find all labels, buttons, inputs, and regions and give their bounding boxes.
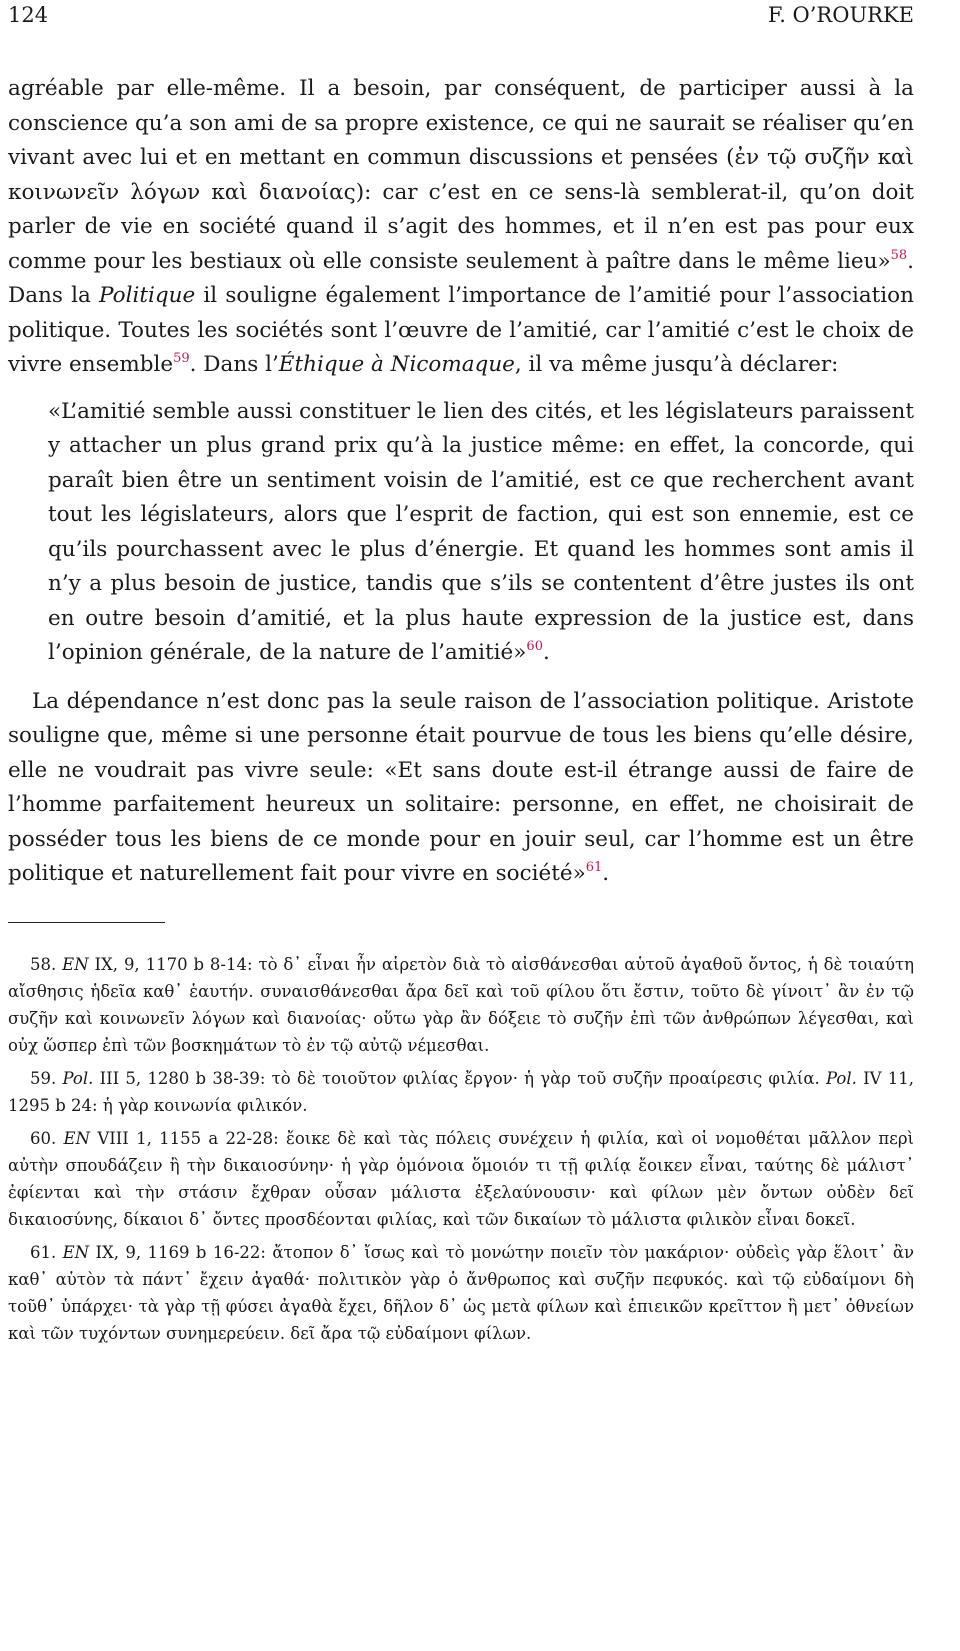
footnote-60 [8, 1125, 914, 1233]
paragraph-1-text-b: . Dans la [8, 248, 914, 308]
footnote-source: EN [62, 954, 89, 974]
title-politique: Politique [99, 283, 196, 308]
page-number: 124 [8, 3, 49, 27]
block-quote-end: . [542, 640, 550, 665]
footnote-ref-58[interactable]: 58 [890, 247, 908, 263]
title-ethique: Éthique à Nicomaque [278, 352, 515, 377]
footnote-text: IX, 9, 1170 b 8-14: τὸ δ᾽ εἶναι ἦν αἱρετὸν διὰ τὸ αἰσθάνεσθαι αὑτοῦ ἀγαθοῦ ὄντος, ἡ δὲ τοιαύτη αἴσθησις ἡδεῖα καθ᾽ ἑαυτήν. συναισθάνεσθαι ἄρα δεῖ καὶ τοῦ φίλου ὅτι ἔστιν, τοῦτο δὲ γίνοιτ᾽ ἂν ἐν τῷ συζῆν καὶ κοινωνεῖν λόγων καὶ διανοίας· οὕτω γὰρ ἂν δόξειε τὸ συζῆν ἐπὶ τῶν ἀνθρώπων λέγεσθαι, καὶ οὐχ ὥσπερ ἐπὶ τῶν βοσκημάτων τὸ ἐν τῷ αὐτῷ νέμεσθαι. [8, 954, 914, 1055]
footnote-text: VIII 1, 1155 a 22-28: ἔοικε δὲ καὶ τὰς πόλεις συνέχειν ἡ φιλία, καὶ οἱ νομοθέται μᾶλλον περὶ αὐτὴν σπουδάζειν ἢ τὴν δικαιοσύνην· ἡ γὰρ ὁμόνοια ὅμοιόν τι τῇ φιλίᾳ ἔοικεν εἶναι, ταύτης δὲ μάλιστ᾽ ἐφίενται καὶ τὴν στάσιν ἔχθραν οὖσαν μάλιστα ἐξελαύνουσιν· καὶ φίλων μὲν ὄντων οὐδὲν δεῖ δικαιοσύνης, δίκαιοι δ᾽ ὄντες προσδέονται φιλίας, καὶ τῶν δικαίων τὸ μάλιστα φιλικὸν εἶναι δοκεῖ. [8, 1128, 914, 1229]
footnote-divider [8, 922, 165, 923]
block-quote-text: «L’amitié semble aussi constituer le lien des cités, et les législateurs paraissent y attacher un plus grand prix qu’à la justice même: en effet, la concorde, qui paraît bien être un sentiment voisin de l’amitié, est ce que recherchent avant tout les législateurs, alors que l’esprit de faction, qui est son ennemie, est ce qu’ils pourchassent avec le plus d’énergie. Et quand les hommes sont amis il n’y a plus besoin de justice, tandis que s’ils se contentent d’être justes ils ont en outre besoin d’amitié, et la plus haute expression de la justice est, dans l’opinion générale, de la nature de l’amitié» [48, 398, 914, 665]
paragraph-2-end: . [602, 861, 610, 886]
footnote-number: 58. [30, 954, 57, 974]
footnote-source: EN [62, 1242, 90, 1262]
footnote-ref-60[interactable]: 60 [526, 639, 543, 654]
footnote-61 [8, 1239, 914, 1347]
paragraph-1-text-d: . Dans l’ [189, 352, 279, 377]
paragraph-1 [8, 72, 914, 383]
footnote-number: 59. [30, 1068, 57, 1088]
paragraph-2-text: La dépendance n’est donc pas la seule raison de l’association politique. Aristote souligne que, même si une personne était pourvue de tous les biens qu’elle désire, elle ne voudrait pas vivre seule: «Et sans doute est-il étrange aussi de faire de l’homme parfaitement heureux un solitaire: personne, en effet, ne choisirait de posséder tous les biens de ce monde pour en jouir seul, car l’homme est un être politique et naturellement fait pour vivre en société» [8, 688, 914, 886]
paragraph-2 [8, 685, 914, 892]
paragraph-1-text-e: , il va même jusqu’à déclarer: [514, 352, 839, 377]
paragraph-1-text-a: agréable par elle-même. Il a besoin, par conséquent, de participer aussi à la conscience qu’a son ami de sa propre existence, ce qui ne saurait se réaliser qu’en vivant avec lui et en mettant en commun discussions et pensées (ἐν τῷ συζῆν καὶ κοινωνεῖν λόγων καὶ διανοίας): car c’est en ce sens-là semblerat-il, qu’on doit parler de vie en société quand il s’agit des hommes, et il n’en est pas pour eux comme pour les bestiaux où elle consiste seulement à paître dans le même lieu» [8, 76, 914, 274]
footnote-text: III 5, 1280 b 38-39: τὸ δὲ τοιοῦτον φιλίας ἔργον· ἡ γὰρ τοῦ συζῆν προαίρεσις φιλία. [93, 1068, 826, 1088]
footnote-58 [8, 951, 914, 1059]
footnote-ref-61[interactable]: 61 [585, 860, 603, 875]
running-head [8, 0, 914, 72]
paragraph-1-text-c: il souligne également l’importance de l’amitié pour l’association politique. Toutes les sociétés sont l’œuvre de l’amitié, car l’amitié c’est le choix de vivre ensemble [8, 283, 914, 377]
footnote-source: EN [63, 1128, 91, 1148]
footnotes [8, 951, 914, 1347]
footnote-source: Pol. [825, 1068, 857, 1088]
footnote-number: 61. [30, 1242, 57, 1262]
footnote-text: IV 11, 1295 b 24: ἡ γὰρ κοινωνία φιλικόν. [8, 1068, 914, 1115]
footnote-text: IX, 9, 1169 b 16-22: ἄτοπον δ᾽ ἴσως καὶ τὸ μονώτην ποιεῖν τὸν μακάριον· οὐδεὶς γὰρ ἕλοιτ᾽ ἂν καθ᾽ αὑτὸν τὰ πάντ᾽ ἔχειν ἀγαθά· πολιτικὸν γὰρ ὁ ἄνθρωπος καὶ συζῆν πεφυκός. καὶ τῷ εὐδαίμονι δὴ τοῦθ᾽ ὑπάρχει· τὰ γὰρ τῇ φύσει ἀγαθὰ ἔχει, δῆλον δ᾽ ὡς μετὰ φίλων καὶ ἐπιεικῶν κρεῖττον ἢ μετ᾽ ὀθνείων καὶ τῶν τυχόντων συνημερεύειν. δεῖ ἄρα τῷ εὐδαίμονι φίλων. [8, 1242, 914, 1343]
footnote-source: Pol. [62, 1068, 94, 1088]
running-head-author: F. O’ROURKE [767, 3, 914, 27]
block-quote [48, 395, 914, 671]
footnote-59 [8, 1065, 914, 1119]
footnote-ref-59[interactable]: 59 [173, 351, 190, 366]
footnote-number: 60. [30, 1128, 57, 1148]
